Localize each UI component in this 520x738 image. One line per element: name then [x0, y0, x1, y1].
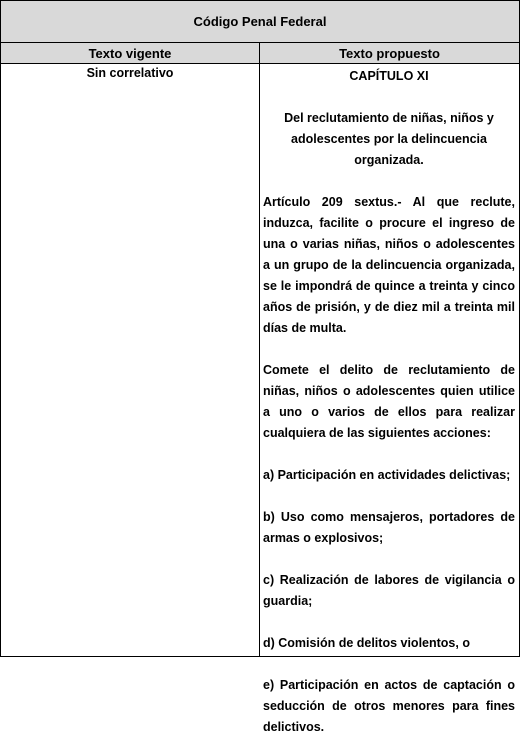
list-item: d) Comisión de delitos violentos, o — [263, 636, 470, 650]
chapter-title: CAPÍTULO XI — [349, 69, 429, 83]
table-row — [1, 64, 519, 734]
definition-paragraph: Comete el delito de reclutamiento de niñas, niños o adolescentes quien utilice a uno o varios de ellos para realizar cualquiera de las siguientes acciones: — [263, 363, 515, 440]
list-item: c) Realización de labores de vigilancia o guardia; — [263, 573, 515, 608]
list-item: a) Participación en actividades delictivas; — [263, 468, 511, 482]
header-proposed-text: Texto propuesto — [339, 45, 440, 61]
table-title: Código Penal Federal — [1, 1, 519, 43]
list-item: e) Participación en actos de captación o seducción de otros menores para fines delictivos. — [263, 678, 515, 734]
list-item: b) Uso como mensajeros, portadores de armas o explosivos; — [263, 510, 515, 545]
chapter-heading: Del reclutamiento de niñas, niños y adolescentes por la delincuencia organizada. — [284, 111, 494, 167]
table-header-row — [1, 43, 519, 64]
article-paragraph: Artículo 209 sextus.- Al que reclute, induzca, facilite o procure el ingreso de una o varias niñas, niños o adolescentes a un grupo de la delincuencia organizada, se le impondrá de quince a treinta y cinco años de prisión, y de diez mil a treinta mil días de multa. — [263, 195, 515, 335]
current-text-cell: Sin correlativo — [1, 64, 260, 656]
proposed-text-cell — [260, 64, 519, 734]
header-current-text: Texto vigente — [1, 43, 260, 63]
